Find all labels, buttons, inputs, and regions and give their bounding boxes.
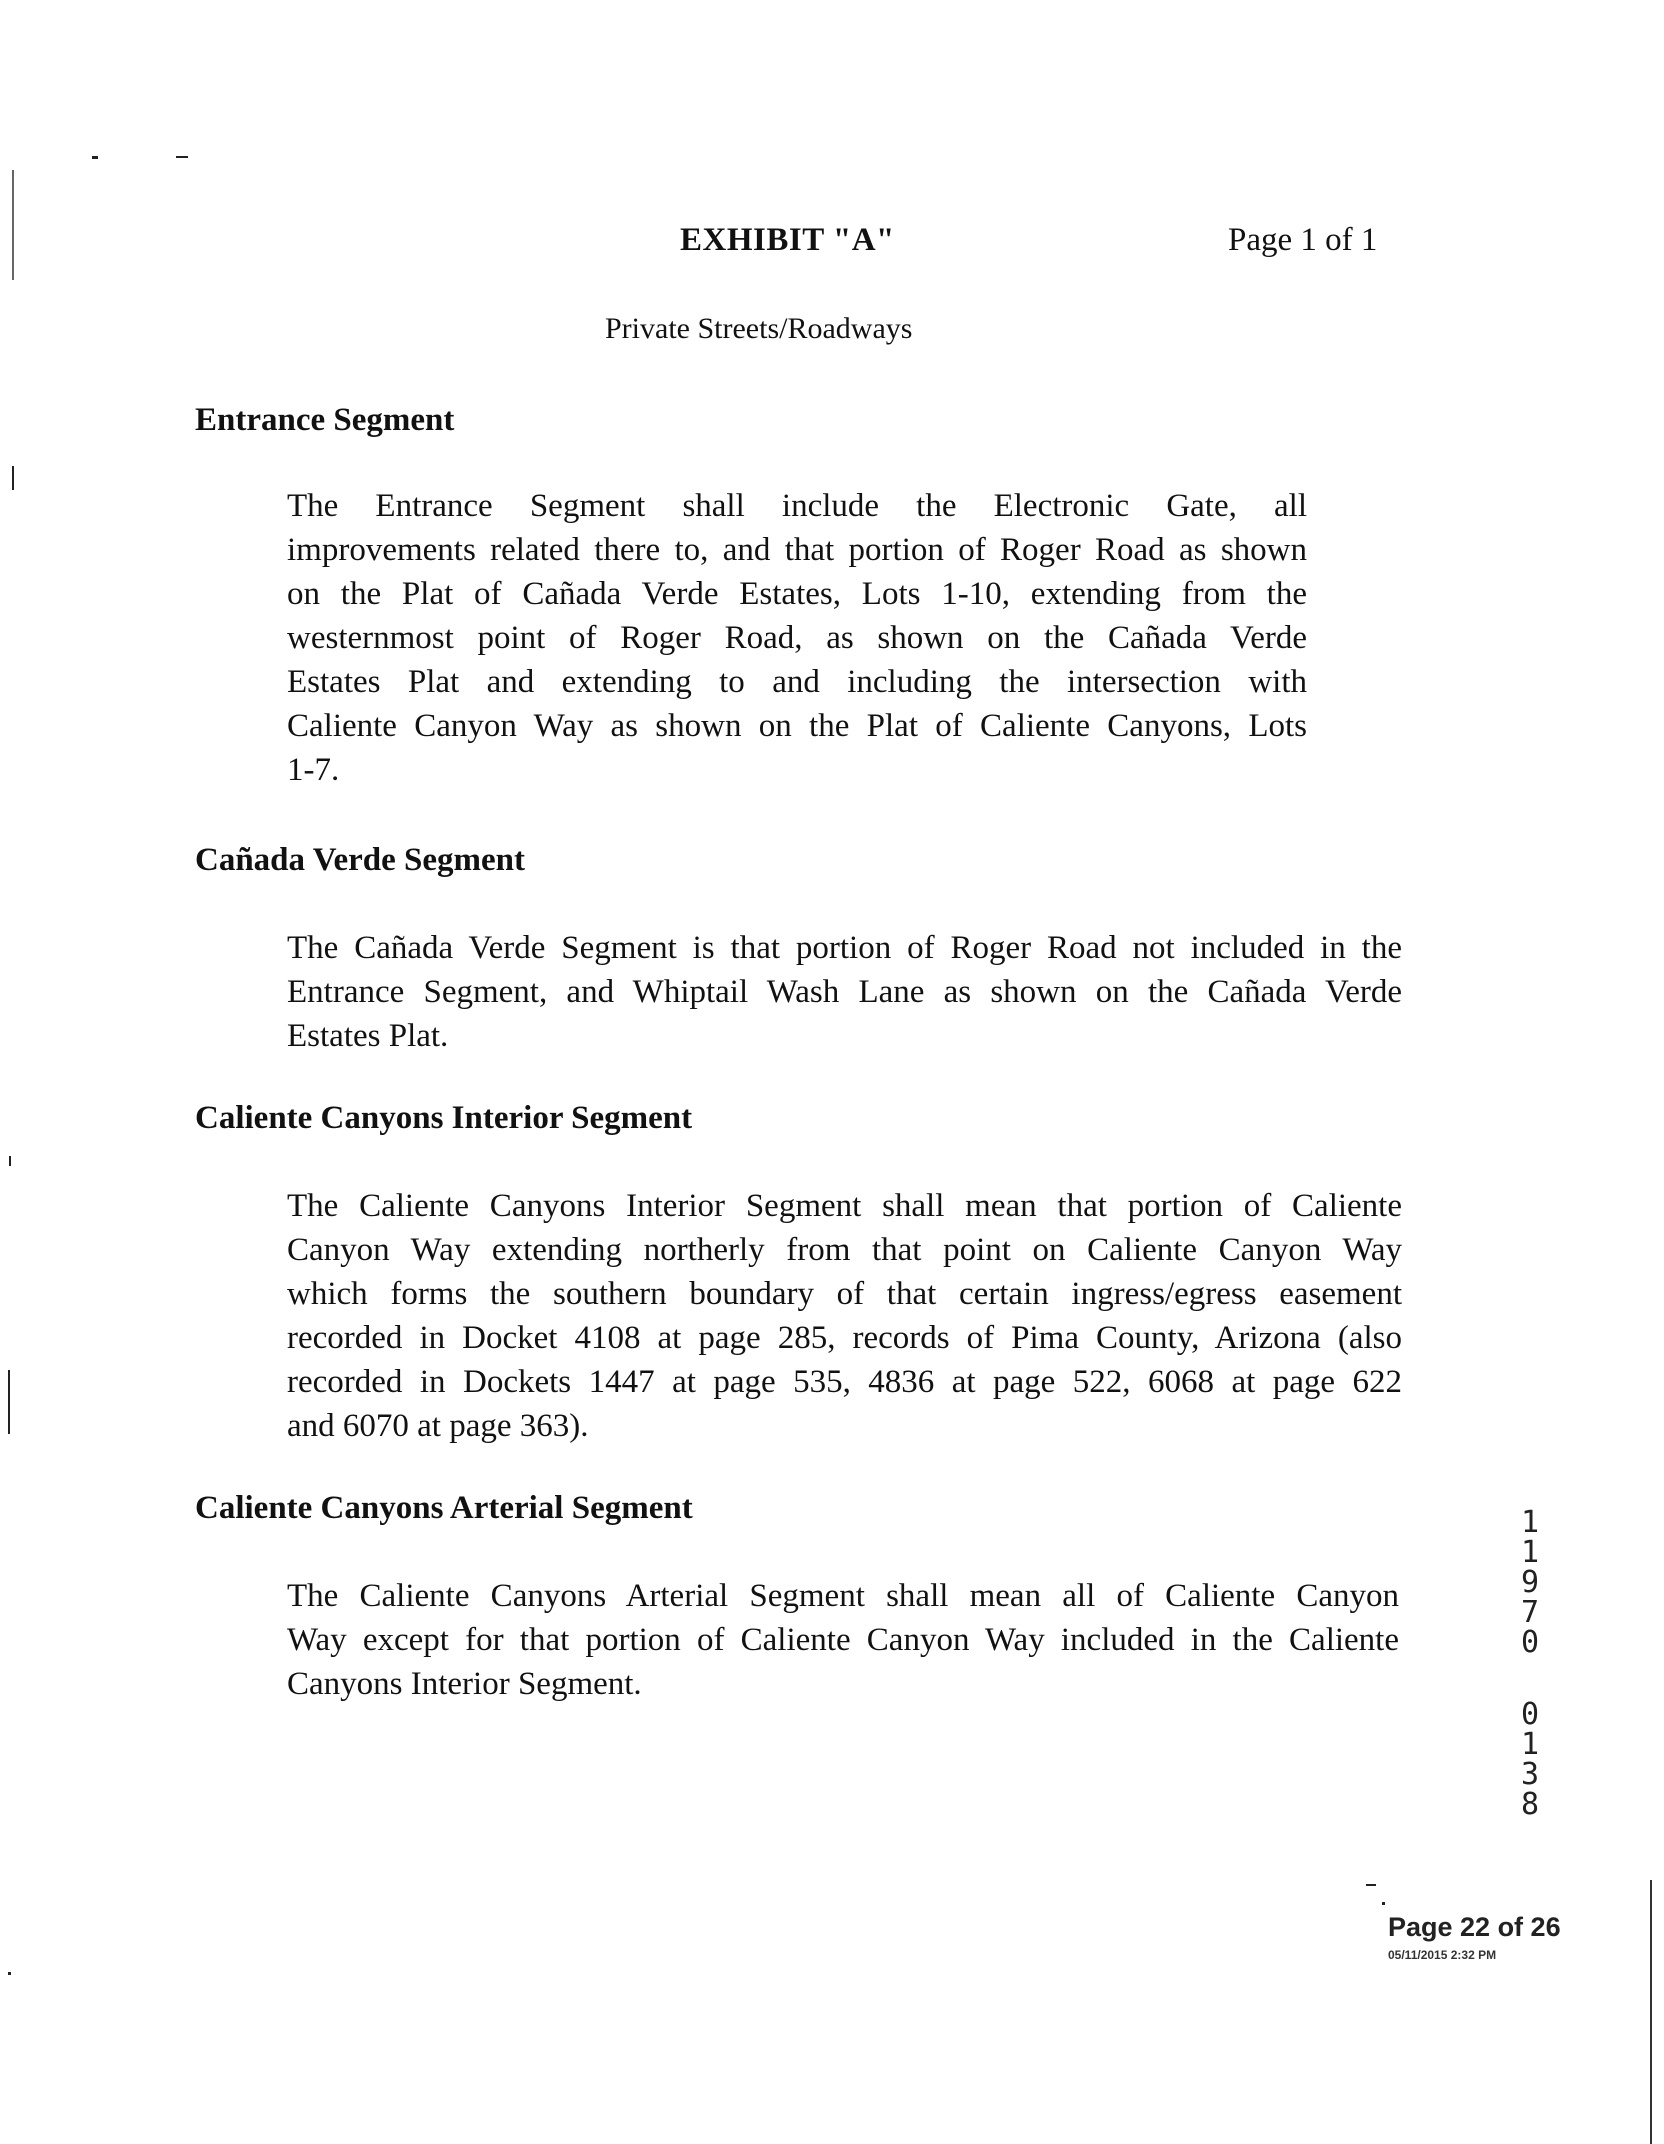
body-line: westernmost point of Roger Road, as shown on the Cañada Verde [287,620,1307,656]
body-line: Canyon Way extending northerly from that point on Caliente Canyon Way [287,1232,1402,1268]
section-body-canada-verde [287,926,1402,1058]
body-line: and 6070 at page 363). [287,1408,589,1444]
section-heading-arterial: Caliente Canyons Arterial Segment [195,1490,693,1526]
stamp-digit: 1 [1520,1727,1540,1762]
section-body-entrance [287,484,1307,792]
scan-edge-mark [9,1156,11,1166]
scan-speck [1366,1884,1376,1886]
stamp-digit: 1 [1520,1505,1540,1540]
page-count: Page 1 of 1 [1228,222,1378,258]
body-line: improvements related there to, and that portion of Roger Road as shown [287,532,1307,568]
section-heading-entrance: Entrance Segment [195,402,455,438]
scan-speck [1382,1902,1385,1905]
body-line: Canyons Interior Segment. [287,1666,642,1702]
section-heading-interior: Caliente Canyons Interior Segment [195,1100,693,1136]
footer-page-number: Page 22 of 26 [1388,1912,1561,1942]
body-line: The Entrance Segment shall include the Electronic Gate, all [287,488,1307,524]
stamp-digit: 8 [1520,1787,1540,1822]
scan-edge-mark [12,466,14,490]
body-line: Estates Plat. [287,1018,449,1054]
body-line: recorded in Dockets 1447 at page 535, 4836 at page 522, 6068 at page 622 [287,1364,1402,1400]
scan-speck [8,1972,11,1975]
stamp-digit: 3 [1520,1757,1540,1792]
scan-page-edge [1650,1880,1652,2144]
stamp-digit: 1 [1520,1535,1540,1570]
scan-speck [92,156,98,159]
body-line: 1-7. [287,752,340,788]
body-line: Way except for that portion of Caliente Canyon Way included in the Caliente [287,1622,1399,1658]
body-line: Caliente Canyon Way as shown on the Plat of Caliente Canyons, Lots [287,708,1307,744]
scan-edge-mark [12,170,14,280]
stamp-digit: 0 [1520,1697,1540,1732]
section-body-interior [287,1184,1402,1448]
stamp-digit: 7 [1520,1595,1540,1630]
body-line: recorded in Docket 4108 at page 285, records of Pima County, Arizona (also [287,1320,1402,1356]
stamp-digit: 0 [1520,1625,1540,1660]
body-line: Entrance Segment, and Whiptail Wash Lane as shown on the Cañada Verde [287,974,1402,1010]
body-line: The Cañada Verde Segment is that portion of Roger Road not included in the [287,930,1402,966]
scan-speck [176,156,188,158]
recording-stamp [1512,1505,1548,1822]
body-line: The Caliente Canyons Interior Segment shall mean that portion of Caliente [287,1188,1402,1224]
section-heading-canada-verde: Cañada Verde Segment [195,842,526,878]
footer-timestamp: 05/11/2015 2:32 PM [1388,1948,1497,1962]
section-body-arterial [287,1574,1399,1706]
scan-edge-mark [8,1370,10,1434]
exhibit-title: EXHIBIT "A" [680,222,895,258]
body-line: The Caliente Canyons Arterial Segment shall mean all of Caliente Canyon [287,1578,1399,1614]
stamp-gap [1512,1658,1548,1700]
document-subtitle: Private Streets/Roadways [605,312,913,345]
body-line: which forms the southern boundary of that certain ingress/egress easement [287,1276,1402,1312]
stamp-digit: 9 [1520,1565,1540,1600]
body-line: on the Plat of Cañada Verde Estates, Lots 1-10, extending from the [287,576,1307,612]
body-line: Estates Plat and extending to and including the intersection with [287,664,1307,700]
